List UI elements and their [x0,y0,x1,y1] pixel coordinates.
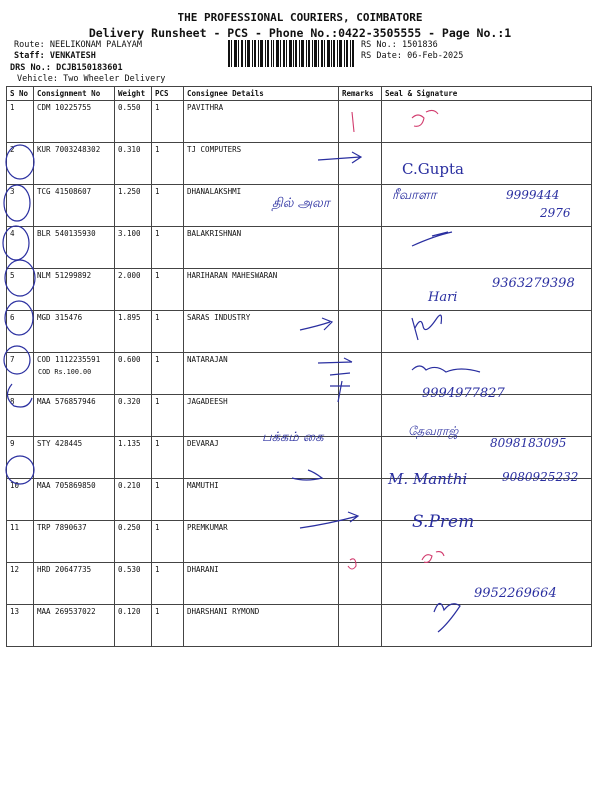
cell-sno: 10 [7,479,34,521]
cell-consignee: DEVARAJ [184,437,339,479]
cell-pcs: 1 [152,521,184,563]
col-pcs: PCS [152,87,184,101]
col-consignment: Consignment No [34,87,115,101]
route-value: NEELIKONAM PALAYAM [49,40,142,50]
rs-date-value: 06-Feb-2025 [407,51,464,61]
cell-sno: 12 [7,563,34,605]
cell-consignee: MAMUTHI [184,479,339,521]
col-signature: Seal & Signature [382,87,592,101]
table-row [7,395,592,437]
cell-consignment: BLR 540135930 [34,227,115,269]
table-row [7,437,592,479]
route-line [14,40,142,51]
handwritten-phone-row8: 9994977827 [422,386,505,401]
staff-label: Staff: [14,51,45,61]
cell-signature [382,353,592,395]
cell-weight: 1.135 [115,437,152,479]
cell-signature [382,395,592,437]
drs-line [10,63,123,74]
cell-signature [382,563,592,605]
table-row [7,269,592,311]
cell-remarks [339,395,382,437]
cell-remarks [339,143,382,185]
vehicle-value: Two Wheeler Delivery [63,74,166,84]
cell-weight: 2.000 [115,269,152,311]
handwritten-phone-row10: 9080925232 [502,470,579,484]
cell-pcs: 1 [152,605,184,647]
cell-weight: 0.600 [115,353,152,395]
cell-consignment: MAA 269537022 [34,605,115,647]
company-title: THE PROFESSIONAL COURIERS, COIMBATORE [177,11,423,24]
cell-remarks [339,605,382,647]
cell-consignment: CDM 10225755 [34,101,115,143]
cell-pcs: 1 [152,143,184,185]
cell-signature [382,101,592,143]
handwritten-tamil-row9: பக்கம் கை [262,430,324,445]
cell-consignee: PAVITHRA [184,101,339,143]
route-label: Route: [14,40,45,50]
cell-sno: 3 [7,185,34,227]
cell-weight: 0.320 [115,395,152,437]
cell-consignment: MAA 576857946 [34,395,115,437]
rs-no-line [361,40,438,51]
cell-remarks [339,437,382,479]
cell-consignee: DHARSHANI RYMOND [184,605,339,647]
cell-pcs: 1 [152,353,184,395]
staff-value: VENKATESH [49,51,96,61]
cell-pcs: 1 [152,563,184,605]
cell-sno: 5 [7,269,34,311]
rs-date-line [361,51,463,62]
handwritten-sig-row9: தேவராஜ் [408,424,459,438]
rs-date-label: RS Date: [361,51,402,61]
cell-consignee: DHARANI [184,563,339,605]
cell-signature [382,605,592,647]
cell-pcs: 1 [152,311,184,353]
runsheet-table [6,86,592,647]
table-row [7,521,592,563]
col-sno: S No [7,87,34,101]
handwritten-phone-row3: 9999444 [506,188,560,202]
cell-sno: 4 [7,227,34,269]
cell-signature [382,437,592,479]
drs-value: DCJB150183601 [56,63,123,73]
cell-consignment: TCG 41508607 [34,185,115,227]
cell-pcs: 1 [152,185,184,227]
handwritten-sig-row11: S.Prem [412,512,475,532]
cell-pcs: 1 [152,227,184,269]
cell-consignment: NLM 51299892 [34,269,115,311]
cell-remarks [339,101,382,143]
table-row [7,563,592,605]
cell-consignee: DHANALAKSHMI [184,185,339,227]
handwritten-phone-row5: 9363279398 [492,276,575,291]
vehicle-line [17,74,165,85]
cell-signature [382,185,592,227]
cell-weight: 0.250 [115,521,152,563]
cell-remarks [339,269,382,311]
cell-remarks [339,479,382,521]
handwritten-sig-row5: Hari [428,290,458,305]
cod-note: COD Rs.100.00 [38,368,92,376]
cell-weight: 1.250 [115,185,152,227]
cell-consignee: TJ COMPUTERS [184,143,339,185]
cell-remarks [339,563,382,605]
cell-remarks [339,521,382,563]
col-remarks: Remarks [339,87,382,101]
handwritten-sig-row2: C.Gupta [402,160,464,178]
col-weight: Weight [115,87,152,101]
cell-sno: 11 [7,521,34,563]
table-row [7,227,592,269]
cell-pcs: 1 [152,395,184,437]
cell-sno: 9 [7,437,34,479]
handwritten-phone2-row3: 2976 [540,206,571,220]
cell-consignee: HARIHARAN MAHESWARAN [184,269,339,311]
cell-consignment: MGD 315476 [34,311,115,353]
cell-consignment: COD 1112235591 [34,353,115,395]
cell-consignee: JAGADEESH [184,395,339,437]
cell-sno: 2 [7,143,34,185]
cell-remarks [339,311,382,353]
cell-consignment: MAA 705869850 [34,479,115,521]
cell-weight: 0.530 [115,563,152,605]
cell-sno: 7 [7,353,34,395]
barcode [228,40,354,67]
table-row [7,479,592,521]
cell-signature [382,269,592,311]
cell-remarks [339,185,382,227]
handwritten-phone-row9: 8098183095 [490,436,567,450]
cell-signature [382,311,592,353]
vehicle-label: Vehicle: [17,74,58,84]
cell-consignment: KUR 7003248302 [34,143,115,185]
cell-sno: 1 [7,101,34,143]
cell-pcs: 1 [152,101,184,143]
runsheet-title: Delivery Runsheet - PCS - Phone No.:0422-3505555 - Page No.:1 [88,26,512,40]
cell-remarks [339,353,382,395]
cell-signature [382,479,592,521]
staff-line [14,51,96,62]
cell-weight: 1.895 [115,311,152,353]
cell-sno: 8 [7,395,34,437]
cell-remarks [339,227,382,269]
cell-sno: 6 [7,311,34,353]
cell-consignee: SARAS INDUSTRY [184,311,339,353]
table-row [7,101,592,143]
cell-pcs: 1 [152,269,184,311]
table-row [7,311,592,353]
table-row [7,353,592,395]
cell-pcs: 1 [152,479,184,521]
cell-pcs: 1 [152,437,184,479]
handwritten-sig-row3: ரீவாளா [392,188,437,203]
table-row [7,605,592,647]
cell-weight: 0.210 [115,479,152,521]
cell-sno: 13 [7,605,34,647]
rs-no-value: 1501836 [401,40,438,50]
handwritten-name-row3: தில் அலா [272,196,330,211]
cell-consignment: TRP 7890637 [34,521,115,563]
col-consignee: Consignee Details [184,87,339,101]
cell-weight: 0.550 [115,101,152,143]
handwritten-phone-row13: 9952269664 [474,586,557,601]
drs-label: DRS No.: [10,63,51,73]
table-header-row [7,87,592,101]
table-row [7,185,592,227]
cell-consignee: BALAKRISHNAN [184,227,339,269]
cell-signature [382,521,592,563]
cell-consignee: PREMKUMAR [184,521,339,563]
cell-weight: 0.310 [115,143,152,185]
cell-consignee: NATARAJAN [184,353,339,395]
rs-no-label: RS No.: [361,40,397,50]
handwritten-sig-row10: M. Manthi [388,470,468,488]
cell-weight: 0.120 [115,605,152,647]
cell-signature [382,227,592,269]
cell-weight: 3.100 [115,227,152,269]
cell-signature [382,143,592,185]
cell-consignment: HRD 20647735 [34,563,115,605]
cell-consignment: STY 428445 [34,437,115,479]
table-row [7,143,592,185]
